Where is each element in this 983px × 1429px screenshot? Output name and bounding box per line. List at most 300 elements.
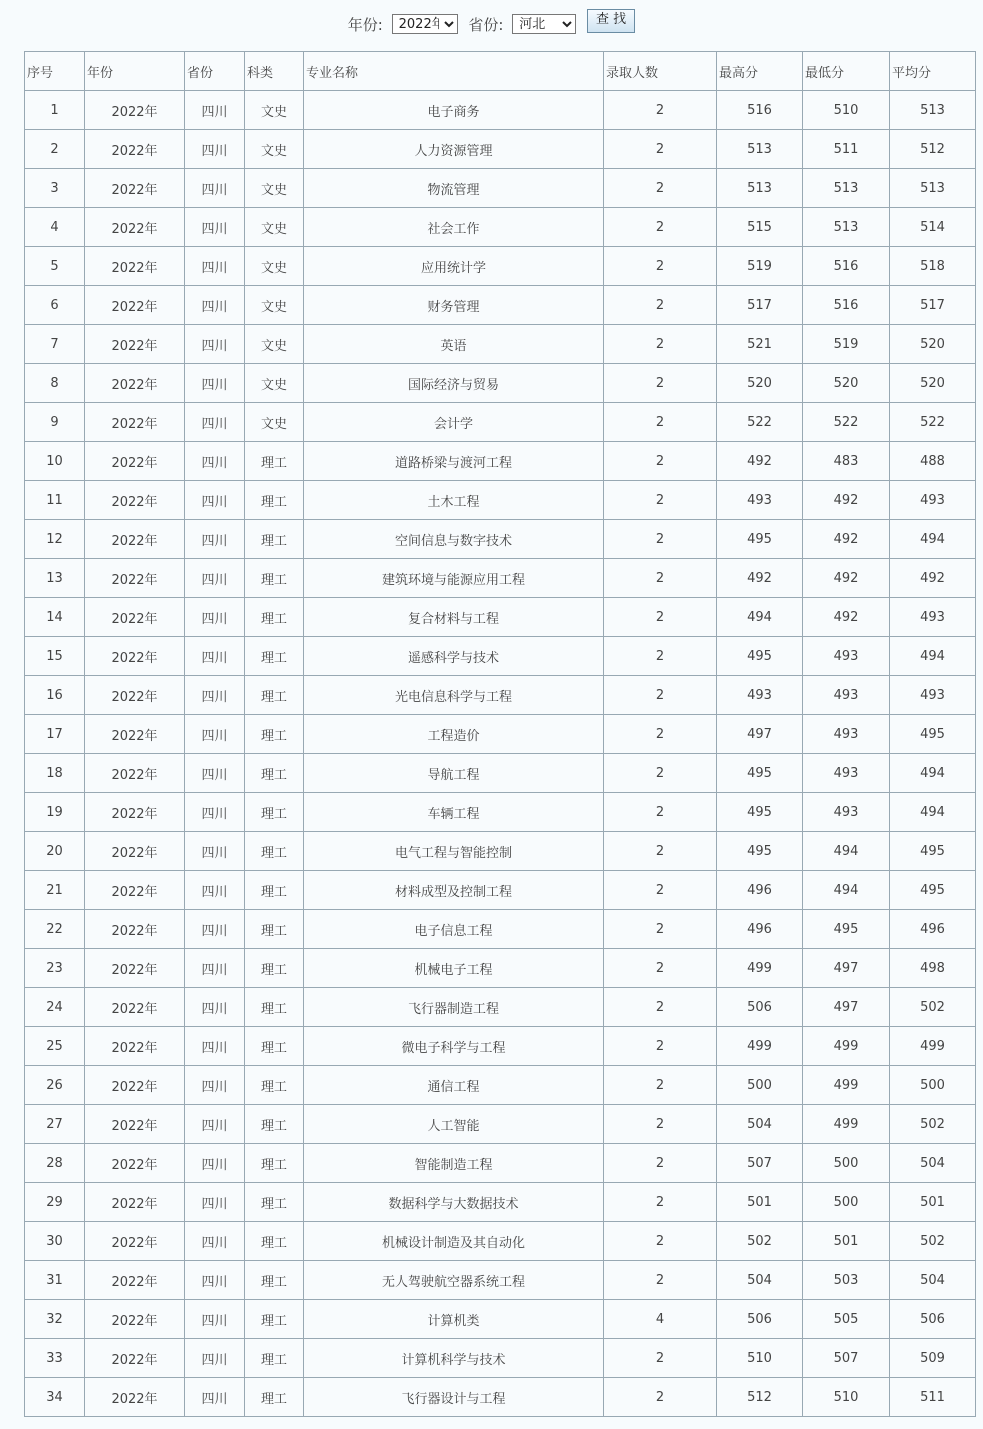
cell-category: 理工 xyxy=(245,1300,304,1339)
cell-category: 文史 xyxy=(245,91,304,130)
cell-province: 四川 xyxy=(185,1144,245,1183)
cell-index: 18 xyxy=(25,754,85,793)
table-row xyxy=(25,1066,976,1105)
cell-max-score: 521 xyxy=(717,325,803,364)
cell-year: 2022年 xyxy=(85,91,185,130)
cell-min-score: 516 xyxy=(803,247,890,286)
cell-max-score: 494 xyxy=(717,598,803,637)
cell-major: 道路桥梁与渡河工程 xyxy=(304,442,604,481)
cell-avg-score: 493 xyxy=(890,598,976,637)
cell-index: 3 xyxy=(25,169,85,208)
cell-major: 土木工程 xyxy=(304,481,604,520)
cell-year: 2022年 xyxy=(85,1105,185,1144)
cell-avg-score: 499 xyxy=(890,1027,976,1066)
cell-max-score: 495 xyxy=(717,754,803,793)
cell-max-score: 506 xyxy=(717,1300,803,1339)
cell-min-score: 492 xyxy=(803,559,890,598)
cell-category: 理工 xyxy=(245,1066,304,1105)
cell-category: 理工 xyxy=(245,1339,304,1378)
cell-year: 2022年 xyxy=(85,1339,185,1378)
cell-year: 2022年 xyxy=(85,715,185,754)
cell-year: 2022年 xyxy=(85,637,185,676)
cell-year: 2022年 xyxy=(85,130,185,169)
cell-index: 11 xyxy=(25,481,85,520)
year-select[interactable] xyxy=(392,14,458,34)
cell-year: 2022年 xyxy=(85,364,185,403)
cell-admitted-count: 2 xyxy=(604,559,717,598)
cell-category: 文史 xyxy=(245,169,304,208)
table-row xyxy=(25,91,976,130)
cell-major: 空间信息与数字技术 xyxy=(304,520,604,559)
cell-province: 四川 xyxy=(185,325,245,364)
cell-max-score: 499 xyxy=(717,1027,803,1066)
cell-index: 12 xyxy=(25,520,85,559)
cell-category: 理工 xyxy=(245,871,304,910)
cell-year: 2022年 xyxy=(85,832,185,871)
cell-min-score: 499 xyxy=(803,1105,890,1144)
cell-major: 计算机科学与技术 xyxy=(304,1339,604,1378)
cell-province: 四川 xyxy=(185,793,245,832)
cell-province: 四川 xyxy=(185,1183,245,1222)
table-row xyxy=(25,715,976,754)
cell-avg-score: 495 xyxy=(890,832,976,871)
cell-major: 人工智能 xyxy=(304,1105,604,1144)
cell-admitted-count: 2 xyxy=(604,949,717,988)
cell-min-score: 510 xyxy=(803,1378,890,1417)
cell-province: 四川 xyxy=(185,130,245,169)
cell-year: 2022年 xyxy=(85,676,185,715)
cell-major: 人力资源管理 xyxy=(304,130,604,169)
cell-category: 理工 xyxy=(245,910,304,949)
cell-index: 17 xyxy=(25,715,85,754)
cell-avg-score: 520 xyxy=(890,325,976,364)
cell-max-score: 496 xyxy=(717,871,803,910)
cell-major: 机械电子工程 xyxy=(304,949,604,988)
cell-admitted-count: 2 xyxy=(604,637,717,676)
cell-admitted-count: 2 xyxy=(604,442,717,481)
header-admitted-count: 录取人数 xyxy=(604,52,717,91)
cell-major: 英语 xyxy=(304,325,604,364)
search-button[interactable]: 查 找 xyxy=(587,9,635,33)
cell-category: 理工 xyxy=(245,793,304,832)
cell-category: 理工 xyxy=(245,988,304,1027)
cell-min-score: 493 xyxy=(803,637,890,676)
cell-major: 建筑环境与能源应用工程 xyxy=(304,559,604,598)
cell-avg-score: 512 xyxy=(890,130,976,169)
cell-admitted-count: 2 xyxy=(604,364,717,403)
table-row xyxy=(25,1261,976,1300)
cell-major: 电子信息工程 xyxy=(304,910,604,949)
cell-major: 物流管理 xyxy=(304,169,604,208)
cell-avg-score: 502 xyxy=(890,1105,976,1144)
cell-province: 四川 xyxy=(185,481,245,520)
cell-avg-score: 504 xyxy=(890,1144,976,1183)
cell-max-score: 522 xyxy=(717,403,803,442)
cell-year: 2022年 xyxy=(85,286,185,325)
cell-category: 理工 xyxy=(245,676,304,715)
table-row xyxy=(25,1222,976,1261)
cell-major: 社会工作 xyxy=(304,208,604,247)
cell-admitted-count: 2 xyxy=(604,1066,717,1105)
table-row xyxy=(25,637,976,676)
cell-max-score: 519 xyxy=(717,247,803,286)
cell-max-score: 495 xyxy=(717,637,803,676)
cell-index: 34 xyxy=(25,1378,85,1417)
cell-year: 2022年 xyxy=(85,1066,185,1105)
cell-avg-score: 513 xyxy=(890,91,976,130)
cell-min-score: 497 xyxy=(803,988,890,1027)
cell-index: 31 xyxy=(25,1261,85,1300)
cell-max-score: 513 xyxy=(717,130,803,169)
cell-max-score: 499 xyxy=(717,949,803,988)
cell-admitted-count: 2 xyxy=(604,247,717,286)
cell-min-score: 510 xyxy=(803,91,890,130)
cell-admitted-count: 2 xyxy=(604,793,717,832)
table-row xyxy=(25,1027,976,1066)
cell-min-score: 507 xyxy=(803,1339,890,1378)
cell-province: 四川 xyxy=(185,559,245,598)
cell-index: 2 xyxy=(25,130,85,169)
cell-admitted-count: 2 xyxy=(604,598,717,637)
cell-admitted-count: 2 xyxy=(604,1261,717,1300)
cell-min-score: 501 xyxy=(803,1222,890,1261)
cell-avg-score: 493 xyxy=(890,481,976,520)
cell-year: 2022年 xyxy=(85,598,185,637)
cell-index: 16 xyxy=(25,676,85,715)
cell-index: 10 xyxy=(25,442,85,481)
cell-min-score: 494 xyxy=(803,832,890,871)
cell-year: 2022年 xyxy=(85,1027,185,1066)
cell-min-score: 499 xyxy=(803,1066,890,1105)
province-label: 省份: xyxy=(468,15,504,34)
cell-admitted-count: 2 xyxy=(604,910,717,949)
cell-index: 24 xyxy=(25,988,85,1027)
cell-min-score: 493 xyxy=(803,676,890,715)
cell-min-score: 513 xyxy=(803,169,890,208)
cell-major: 工程造价 xyxy=(304,715,604,754)
cell-avg-score: 496 xyxy=(890,910,976,949)
cell-province: 四川 xyxy=(185,676,245,715)
header-year: 年份 xyxy=(85,52,185,91)
cell-category: 理工 xyxy=(245,442,304,481)
cell-index: 4 xyxy=(25,208,85,247)
cell-min-score: 516 xyxy=(803,286,890,325)
cell-max-score: 512 xyxy=(717,1378,803,1417)
cell-province: 四川 xyxy=(185,520,245,559)
cell-year: 2022年 xyxy=(85,559,185,598)
cell-admitted-count: 2 xyxy=(604,208,717,247)
cell-admitted-count: 4 xyxy=(604,1300,717,1339)
cell-major: 微电子科学与工程 xyxy=(304,1027,604,1066)
cell-category: 文史 xyxy=(245,208,304,247)
table-row xyxy=(25,988,976,1027)
table-row xyxy=(25,364,976,403)
filter-bar xyxy=(0,12,983,44)
cell-max-score: 506 xyxy=(717,988,803,1027)
admission-score-table xyxy=(24,51,976,1417)
cell-max-score: 492 xyxy=(717,559,803,598)
cell-category: 理工 xyxy=(245,832,304,871)
cell-avg-score: 502 xyxy=(890,988,976,1027)
cell-min-score: 483 xyxy=(803,442,890,481)
cell-min-score: 494 xyxy=(803,871,890,910)
cell-major: 应用统计学 xyxy=(304,247,604,286)
cell-index: 27 xyxy=(25,1105,85,1144)
table-row xyxy=(25,247,976,286)
cell-admitted-count: 2 xyxy=(604,1144,717,1183)
cell-avg-score: 500 xyxy=(890,1066,976,1105)
table-row xyxy=(25,832,976,871)
table-row xyxy=(25,676,976,715)
cell-index: 22 xyxy=(25,910,85,949)
cell-max-score: 493 xyxy=(717,481,803,520)
cell-province: 四川 xyxy=(185,208,245,247)
cell-category: 理工 xyxy=(245,1222,304,1261)
cell-admitted-count: 2 xyxy=(604,1027,717,1066)
cell-category: 理工 xyxy=(245,598,304,637)
cell-max-score: 507 xyxy=(717,1144,803,1183)
table-row xyxy=(25,598,976,637)
cell-avg-score: 494 xyxy=(890,520,976,559)
cell-avg-score: 517 xyxy=(890,286,976,325)
cell-province: 四川 xyxy=(185,1066,245,1105)
cell-max-score: 492 xyxy=(717,442,803,481)
table-row xyxy=(25,442,976,481)
cell-max-score: 504 xyxy=(717,1105,803,1144)
cell-major: 遥感科学与技术 xyxy=(304,637,604,676)
cell-min-score: 497 xyxy=(803,949,890,988)
header-province: 省份 xyxy=(185,52,245,91)
cell-max-score: 501 xyxy=(717,1183,803,1222)
cell-year: 2022年 xyxy=(85,1300,185,1339)
cell-max-score: 502 xyxy=(717,1222,803,1261)
cell-admitted-count: 2 xyxy=(604,1378,717,1417)
cell-avg-score: 493 xyxy=(890,676,976,715)
cell-min-score: 500 xyxy=(803,1144,890,1183)
cell-category: 理工 xyxy=(245,754,304,793)
cell-year: 2022年 xyxy=(85,247,185,286)
header-index: 序号 xyxy=(25,52,85,91)
cell-max-score: 516 xyxy=(717,91,803,130)
cell-avg-score: 494 xyxy=(890,793,976,832)
cell-province: 四川 xyxy=(185,364,245,403)
cell-category: 理工 xyxy=(245,637,304,676)
cell-max-score: 495 xyxy=(717,832,803,871)
cell-min-score: 493 xyxy=(803,793,890,832)
table-row xyxy=(25,169,976,208)
cell-admitted-count: 2 xyxy=(604,754,717,793)
cell-avg-score: 504 xyxy=(890,1261,976,1300)
cell-category: 理工 xyxy=(245,1378,304,1417)
cell-province: 四川 xyxy=(185,1378,245,1417)
cell-major: 无人驾驶航空器系统工程 xyxy=(304,1261,604,1300)
cell-province: 四川 xyxy=(185,832,245,871)
cell-year: 2022年 xyxy=(85,1183,185,1222)
cell-avg-score: 492 xyxy=(890,559,976,598)
cell-min-score: 493 xyxy=(803,754,890,793)
cell-major: 电子商务 xyxy=(304,91,604,130)
cell-index: 23 xyxy=(25,949,85,988)
cell-province: 四川 xyxy=(185,754,245,793)
cell-year: 2022年 xyxy=(85,1261,185,1300)
cell-major: 复合材料与工程 xyxy=(304,598,604,637)
cell-major: 数据科学与大数据技术 xyxy=(304,1183,604,1222)
table-row xyxy=(25,793,976,832)
cell-avg-score: 520 xyxy=(890,364,976,403)
table-row xyxy=(25,910,976,949)
cell-year: 2022年 xyxy=(85,403,185,442)
cell-admitted-count: 2 xyxy=(604,481,717,520)
cell-major: 材料成型及控制工程 xyxy=(304,871,604,910)
cell-major: 国际经济与贸易 xyxy=(304,364,604,403)
cell-admitted-count: 2 xyxy=(604,520,717,559)
cell-avg-score: 495 xyxy=(890,871,976,910)
table-row xyxy=(25,1183,976,1222)
cell-max-score: 504 xyxy=(717,1261,803,1300)
cell-category: 文史 xyxy=(245,130,304,169)
cell-category: 理工 xyxy=(245,1144,304,1183)
cell-max-score: 513 xyxy=(717,169,803,208)
cell-province: 四川 xyxy=(185,1339,245,1378)
cell-index: 33 xyxy=(25,1339,85,1378)
cell-min-score: 522 xyxy=(803,403,890,442)
cell-admitted-count: 2 xyxy=(604,676,717,715)
cell-province: 四川 xyxy=(185,1261,245,1300)
cell-province: 四川 xyxy=(185,169,245,208)
cell-category: 文史 xyxy=(245,364,304,403)
cell-major: 飞行器设计与工程 xyxy=(304,1378,604,1417)
cell-category: 理工 xyxy=(245,1027,304,1066)
cell-index: 7 xyxy=(25,325,85,364)
table-row xyxy=(25,1300,976,1339)
cell-min-score: 503 xyxy=(803,1261,890,1300)
cell-province: 四川 xyxy=(185,1027,245,1066)
table-row xyxy=(25,1105,976,1144)
cell-avg-score: 511 xyxy=(890,1378,976,1417)
header-category: 科类 xyxy=(245,52,304,91)
cell-admitted-count: 2 xyxy=(604,1105,717,1144)
cell-major: 通信工程 xyxy=(304,1066,604,1105)
cell-admitted-count: 2 xyxy=(604,871,717,910)
cell-avg-score: 498 xyxy=(890,949,976,988)
table-row xyxy=(25,871,976,910)
table-row xyxy=(25,481,976,520)
cell-index: 19 xyxy=(25,793,85,832)
cell-max-score: 497 xyxy=(717,715,803,754)
cell-max-score: 495 xyxy=(717,793,803,832)
cell-avg-score: 502 xyxy=(890,1222,976,1261)
cell-index: 30 xyxy=(25,1222,85,1261)
header-max-score: 最高分 xyxy=(717,52,803,91)
cell-avg-score: 513 xyxy=(890,169,976,208)
cell-avg-score: 518 xyxy=(890,247,976,286)
cell-max-score: 495 xyxy=(717,520,803,559)
cell-province: 四川 xyxy=(185,988,245,1027)
cell-province: 四川 xyxy=(185,1105,245,1144)
cell-min-score: 493 xyxy=(803,715,890,754)
cell-avg-score: 522 xyxy=(890,403,976,442)
table-row xyxy=(25,1378,976,1417)
cell-index: 20 xyxy=(25,832,85,871)
cell-province: 四川 xyxy=(185,442,245,481)
cell-index: 26 xyxy=(25,1066,85,1105)
cell-index: 9 xyxy=(25,403,85,442)
cell-max-score: 510 xyxy=(717,1339,803,1378)
cell-index: 1 xyxy=(25,91,85,130)
cell-major: 机械设计制造及其自动化 xyxy=(304,1222,604,1261)
cell-category: 理工 xyxy=(245,520,304,559)
cell-category: 理工 xyxy=(245,481,304,520)
cell-admitted-count: 2 xyxy=(604,715,717,754)
cell-avg-score: 514 xyxy=(890,208,976,247)
table-row xyxy=(25,325,976,364)
table-row xyxy=(25,1339,976,1378)
table-header-row xyxy=(25,52,976,91)
cell-admitted-count: 2 xyxy=(604,169,717,208)
cell-avg-score: 509 xyxy=(890,1339,976,1378)
table-body xyxy=(25,91,976,1417)
cell-major: 电气工程与智能控制 xyxy=(304,832,604,871)
cell-min-score: 500 xyxy=(803,1183,890,1222)
cell-admitted-count: 2 xyxy=(604,325,717,364)
cell-year: 2022年 xyxy=(85,520,185,559)
cell-max-score: 517 xyxy=(717,286,803,325)
cell-admitted-count: 2 xyxy=(604,1339,717,1378)
cell-major: 智能制造工程 xyxy=(304,1144,604,1183)
cell-year: 2022年 xyxy=(85,1222,185,1261)
cell-year: 2022年 xyxy=(85,1378,185,1417)
cell-min-score: 492 xyxy=(803,481,890,520)
cell-min-score: 519 xyxy=(803,325,890,364)
cell-index: 29 xyxy=(25,1183,85,1222)
cell-index: 28 xyxy=(25,1144,85,1183)
cell-min-score: 492 xyxy=(803,520,890,559)
cell-category: 理工 xyxy=(245,1105,304,1144)
header-avg-score: 平均分 xyxy=(890,52,976,91)
year-label: 年份: xyxy=(347,15,383,34)
cell-province: 四川 xyxy=(185,1222,245,1261)
table-row xyxy=(25,949,976,988)
cell-max-score: 496 xyxy=(717,910,803,949)
province-select[interactable] xyxy=(512,14,576,34)
table-row xyxy=(25,559,976,598)
cell-year: 2022年 xyxy=(85,949,185,988)
cell-max-score: 520 xyxy=(717,364,803,403)
cell-year: 2022年 xyxy=(85,481,185,520)
cell-min-score: 492 xyxy=(803,598,890,637)
cell-year: 2022年 xyxy=(85,442,185,481)
table-row xyxy=(25,403,976,442)
cell-category: 理工 xyxy=(245,559,304,598)
cell-min-score: 511 xyxy=(803,130,890,169)
cell-province: 四川 xyxy=(185,910,245,949)
cell-avg-score: 494 xyxy=(890,754,976,793)
cell-index: 6 xyxy=(25,286,85,325)
cell-category: 理工 xyxy=(245,715,304,754)
cell-province: 四川 xyxy=(185,91,245,130)
cell-index: 21 xyxy=(25,871,85,910)
cell-province: 四川 xyxy=(185,637,245,676)
cell-min-score: 495 xyxy=(803,910,890,949)
cell-category: 文史 xyxy=(245,403,304,442)
table-row xyxy=(25,286,976,325)
cell-province: 四川 xyxy=(185,949,245,988)
cell-admitted-count: 2 xyxy=(604,91,717,130)
table-row xyxy=(25,520,976,559)
cell-admitted-count: 2 xyxy=(604,832,717,871)
cell-admitted-count: 2 xyxy=(604,286,717,325)
cell-province: 四川 xyxy=(185,403,245,442)
